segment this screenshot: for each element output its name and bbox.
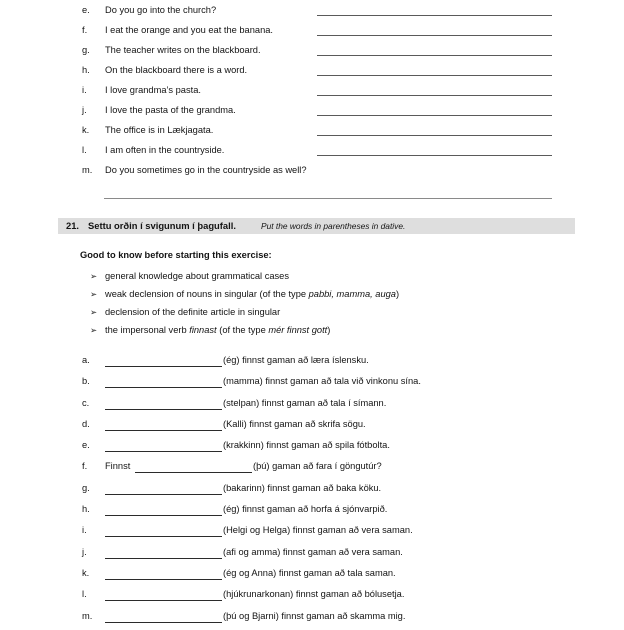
answer-blank-line[interactable] xyxy=(135,472,252,473)
sentence-text: I eat the orange and you eat the banana. xyxy=(105,25,273,35)
sentence-text: (hjúkrunarkonan) finnst gaman að bólusetja. xyxy=(223,589,405,600)
answer-blank-line[interactable] xyxy=(105,515,222,516)
item-letter: h. xyxy=(82,504,90,515)
sentence-text: Do you go into the church? xyxy=(105,5,217,15)
table-row xyxy=(0,542,624,563)
table-row xyxy=(0,60,624,80)
table-row xyxy=(0,0,624,20)
item-letter: m. xyxy=(82,610,93,621)
table-row xyxy=(0,100,624,120)
section-header-band xyxy=(58,218,575,234)
item-letter: j. xyxy=(82,105,87,115)
sentence-text: I love grandma’s pasta. xyxy=(105,85,201,95)
answer-blank-line[interactable] xyxy=(105,430,222,431)
item-letter: f. xyxy=(82,25,88,35)
dative-exercise-list xyxy=(0,350,624,627)
answer-write-line[interactable] xyxy=(317,15,552,16)
answer-blank-line[interactable] xyxy=(105,579,222,580)
sentence-text: (mamma) finnst gaman að tala við vinkonu sína. xyxy=(223,376,421,387)
table-row xyxy=(0,350,624,371)
answer-write-line[interactable] xyxy=(317,35,552,36)
sentence-text: (stelpan) finnst gaman að tala í símann. xyxy=(223,397,387,408)
sentence-text: (þú og Bjarni) finnst gaman að skamma mig. xyxy=(223,610,406,621)
item-letter: f. xyxy=(82,461,88,472)
arrow-bullet-icon: ➢ xyxy=(90,307,98,317)
item-letter: a. xyxy=(82,355,90,365)
table-row xyxy=(0,478,624,499)
table-row xyxy=(0,435,624,456)
item-letter: k. xyxy=(82,567,90,578)
list-item-label: weak declension of nouns in singular (of the type pabbi, mamma, auga) xyxy=(105,289,400,299)
sentence-text: On the blackboard there is a word. xyxy=(105,65,248,75)
sentence-text: (Helgi og Helga) finnst gaman að vera saman. xyxy=(223,525,413,536)
sentence-text: (ég) finnst gaman að horfa á sjónvarpið. xyxy=(223,504,388,515)
sentence-text: Do you sometimes go in the countryside as well? xyxy=(105,165,307,175)
section-divider-rule xyxy=(104,198,552,199)
table-row xyxy=(0,371,624,392)
item-letter: l. xyxy=(82,145,87,155)
sentence-text: (ég) finnst gaman að læra íslensku. xyxy=(223,355,369,365)
arrow-bullet-icon: ➢ xyxy=(90,289,98,299)
sentence-text: The office is in Lækjagata. xyxy=(105,125,214,135)
section-number: 21. xyxy=(66,220,80,231)
table-row xyxy=(0,80,624,100)
table-row xyxy=(0,120,624,140)
translation-exercise-list xyxy=(0,0,624,180)
answer-blank-line[interactable] xyxy=(105,366,222,367)
sentence-text: (bakarinn) finnst gaman að baka köku. xyxy=(223,482,382,493)
item-letter: e. xyxy=(82,5,90,15)
answer-blank-line[interactable] xyxy=(105,494,222,495)
answer-blank-line[interactable] xyxy=(105,558,222,559)
list-item-label: general knowledge about grammatical cases xyxy=(105,271,289,281)
sentence-prefix: Finnst xyxy=(105,461,131,472)
table-row xyxy=(0,40,624,60)
item-letter: g. xyxy=(82,45,90,55)
list-item-label: the impersonal verb finnast (of the type mér finnst gott) xyxy=(105,325,331,335)
section-title: Settu orðin í svigunum í þagufall. xyxy=(88,220,236,231)
answer-write-line[interactable] xyxy=(317,95,552,96)
answer-write-line[interactable] xyxy=(317,55,552,56)
item-letter: i. xyxy=(82,525,87,536)
arrow-bullet-icon: ➢ xyxy=(90,271,98,281)
sentence-text: I love the pasta of the grandma. xyxy=(105,105,236,115)
intro-heading: Good to know before starting this exercise: xyxy=(80,250,272,260)
answer-blank-line[interactable] xyxy=(105,409,222,410)
table-row xyxy=(0,140,624,160)
table-row xyxy=(0,563,624,584)
item-letter: j. xyxy=(82,546,87,557)
table-row xyxy=(0,606,624,627)
sentence-text: (krakkinn) finnst gaman að spila fótbolta. xyxy=(223,440,390,451)
sentence-text: I am often in the countryside. xyxy=(105,145,225,155)
table-row xyxy=(0,414,624,435)
table-row xyxy=(0,456,624,477)
item-letter: g. xyxy=(82,482,90,493)
table-row xyxy=(0,584,624,605)
table-row xyxy=(0,160,624,180)
table-row xyxy=(0,20,624,40)
item-letter: i. xyxy=(82,85,87,95)
list-item xyxy=(0,267,624,285)
answer-blank-line[interactable] xyxy=(105,622,222,623)
item-letter: e. xyxy=(82,440,90,451)
sentence-text: (þú) gaman að fara í göngutúr? xyxy=(253,461,382,472)
list-item-label: declension of the definite article in singular xyxy=(105,307,281,317)
answer-blank-line[interactable] xyxy=(105,600,222,601)
answer-blank-line[interactable] xyxy=(105,451,222,452)
item-letter: h. xyxy=(82,65,90,75)
answer-write-line[interactable] xyxy=(317,135,552,136)
table-row xyxy=(0,520,624,541)
answer-write-line[interactable] xyxy=(317,115,552,116)
answer-blank-line[interactable] xyxy=(105,536,222,537)
sentence-text: The teacher writes on the blackboard. xyxy=(105,45,261,55)
item-letter: m. xyxy=(82,165,93,175)
arrow-bullet-icon: ➢ xyxy=(90,325,98,335)
sentence-text: (Kalli) finnst gaman að skrifa sögu. xyxy=(223,418,366,429)
sentence-text: (afi og amma) finnst gaman að vera saman. xyxy=(223,546,403,557)
list-item xyxy=(0,321,624,339)
answer-write-line[interactable] xyxy=(317,155,552,156)
answer-blank-line[interactable] xyxy=(105,387,222,388)
item-letter: k. xyxy=(82,125,90,135)
sentence-text: (ég og Anna) finnst gaman að tala saman. xyxy=(223,567,396,578)
item-letter: d. xyxy=(82,418,90,429)
section-subtitle: Put the words in parentheses in dative. xyxy=(261,221,406,231)
item-letter: b. xyxy=(82,376,90,387)
item-letter: l. xyxy=(82,589,87,600)
list-item xyxy=(0,285,624,303)
table-row xyxy=(0,499,624,520)
item-letter: c. xyxy=(82,397,90,408)
table-row xyxy=(0,393,624,414)
intro-bullet-list xyxy=(0,267,624,339)
list-item xyxy=(0,303,624,321)
answer-write-line[interactable] xyxy=(317,75,552,76)
